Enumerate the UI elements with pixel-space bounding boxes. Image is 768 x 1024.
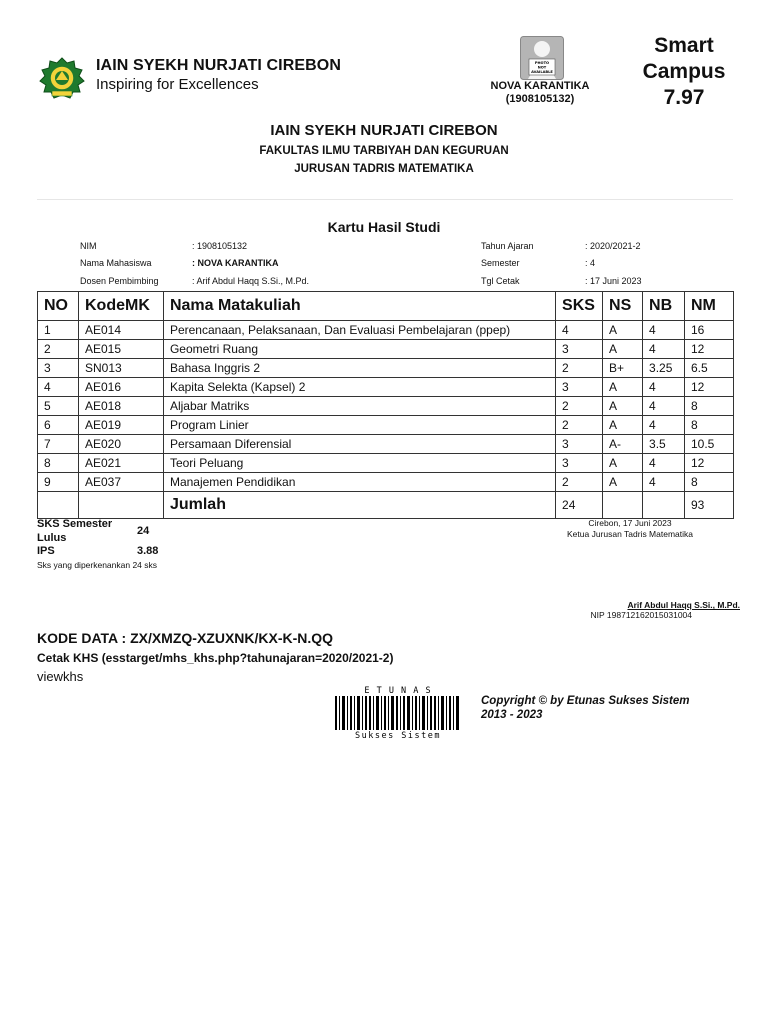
table-row [38,416,734,435]
ips-value: 3.88 [137,545,159,557]
document-faculty: FAKULTAS ILMU TARBIYAH DAN KEGURUAN [259,145,509,157]
cell-kodemk: AE020 [78,435,163,454]
table-row [38,397,734,416]
total-empty-no [38,492,79,519]
viewkhs-text: viewkhs [37,669,84,684]
cell-sks: 3 [556,378,603,397]
header-nb: NB [643,292,685,321]
cell-no: 2 [38,340,79,359]
barcode-bottom-text: Sukses Sistem [354,731,442,740]
cell-course: Kapita Selekta (Kapsel) 2 [163,378,555,397]
cell-ns: A [603,416,643,435]
semester-label: Semester [481,258,520,268]
document-department: JURUSAN TADRIS MATEMATIKA [294,163,474,175]
barcode-bars-icon [335,696,459,730]
cell-nm: 8 [684,416,733,435]
cell-nm: 16 [684,321,733,340]
cell-sks: 2 [556,416,603,435]
cell-kodemk: SN013 [78,359,163,378]
header-ns: NS [603,292,643,321]
student-name-value: : NOVA KARANTIKA [192,258,279,268]
table-row [38,473,734,492]
cell-no: 8 [38,454,79,473]
cell-kodemk: AE019 [78,416,163,435]
copyright [481,694,690,722]
signatory-nip: NIP 198712162015031004 [590,610,692,620]
cell-nm: 8 [684,473,733,492]
cell-nm: 12 [684,340,733,359]
cell-nm: 8 [684,397,733,416]
cell-no: 6 [38,416,79,435]
cell-no: 1 [38,321,79,340]
cell-nm: 12 [684,378,733,397]
table-row [38,435,734,454]
sks-value: 24 [137,525,150,537]
nim-label: NIM [80,241,97,251]
total-empty-ns [603,492,643,519]
cell-sks: 3 [556,340,603,359]
cell-course: Persamaan Diferensial [163,435,555,454]
print-khs-link[interactable]: Cetak KHS (esstarget/mhs_khs.php?tahunajaran=2020/2021-2) [37,651,394,665]
cell-nb: 4 [643,454,685,473]
table-row [38,454,734,473]
total-empty-nb [643,492,685,519]
cell-kodemk: AE016 [78,378,163,397]
cell-sks: 2 [556,473,603,492]
total-nm: 93 [684,492,733,519]
header-divider [37,199,733,200]
sks-lulus-label: Lulus [37,532,67,544]
institution-logo-icon [40,58,84,98]
document-institution: IAIN SYEKH NURJATI CIREBON [270,122,498,139]
photo-text-3: AVAILABLE [531,70,553,74]
student-name: NOVA KARANTIKA [490,80,590,92]
cell-ns: A- [603,435,643,454]
academic-year-value: : 2020/2021-2 [585,241,641,251]
brand-label [620,33,748,111]
cell-sks: 2 [556,397,603,416]
cell-nb: 3.25 [643,359,685,378]
cell-ns: A [603,454,643,473]
table-row [38,378,734,397]
cell-course: Program Linier [163,416,555,435]
semester-value: : 4 [585,258,596,268]
document-title: Kartu Hasil Studi [327,219,441,235]
cell-kodemk: AE018 [78,397,163,416]
institution-tagline: Inspiring for Excellences [96,76,259,93]
cell-ns: A [603,397,643,416]
cell-nm: 6.5 [684,359,733,378]
cell-course: Bahasa Inggris 2 [163,359,555,378]
cell-no: 7 [38,435,79,454]
cell-kodemk: AE014 [78,321,163,340]
signatory-name: Arif Abdul Haqq S.Si., M.Pd. [627,600,740,610]
sks-allowed-note: Sks yang diperkenankan 24 sks [37,560,158,570]
header-nama-matakuliah: Nama Matakuliah [163,292,555,321]
signature-role: Ketua Jurusan Tadris Matematika [567,529,693,539]
cell-sks: 4 [556,321,603,340]
cell-nb: 4 [643,416,685,435]
student-nim: (1908105132) [505,93,575,105]
total-sks: 24 [556,492,603,519]
cell-no: 4 [38,378,79,397]
cell-sks: 2 [556,359,603,378]
cell-course: Geometri Ruang [163,340,555,359]
ips-label: IPS [37,545,55,557]
cell-ns: A [603,321,643,340]
data-code: KODE DATA : ZX/XMZQ-XZUXNK/KX-K-N.QQ [37,630,334,646]
print-date-label: Tgl Cetak [481,276,520,286]
cell-no: 5 [38,397,79,416]
photo-text-1: PHOTO [534,61,550,65]
table-row [38,321,734,340]
barcode-top-text: E T U N A S [364,686,432,696]
institution-name: IAIN SYEKH NURJATI CIREBON [96,57,341,74]
total-empty-code [78,492,163,519]
advisor-label: Dosen Pembimbing [80,276,159,286]
student-name-label: Nama Mahasiswa [80,258,152,268]
table-row [38,359,734,378]
cell-nm: 10.5 [684,435,733,454]
cell-no: 3 [38,359,79,378]
copyright-line-1: Copyright © by Etunas Sukses Sistem [481,695,690,707]
grades-table [37,291,734,519]
cell-sks: 3 [556,454,603,473]
total-label: Jumlah [163,492,555,519]
cell-course: Manajemen Pendidikan [163,473,555,492]
sks-semester-label: SKS Semester [37,518,113,530]
cell-nb: 4 [643,473,685,492]
print-date-value: : 17 Juni 2023 [585,276,642,286]
header-kodemk: KodeMK [78,292,163,321]
table-header-row [38,292,734,321]
cell-ns: A [603,473,643,492]
header-nm: NM [684,292,733,321]
cell-kodemk: AE015 [78,340,163,359]
table-row [38,340,734,359]
cell-nb: 4 [643,321,685,340]
cell-nb: 3.5 [643,435,685,454]
cell-course: Teori Peluang [163,454,555,473]
institution-logo [37,56,87,100]
cell-kodemk: AE021 [78,454,163,473]
copyright-line-2: 2013 - 2023 [481,709,543,721]
header-sks: SKS [556,292,603,321]
cell-course: Aljabar Matriks [163,397,555,416]
cell-ns: A [603,378,643,397]
brand-line-1: Smart [654,34,714,57]
cell-ns: A [603,340,643,359]
student-photo-placeholder [520,36,564,80]
cell-nb: 4 [643,397,685,416]
photo-text-2: NOT [537,65,547,70]
cell-course: Perencanaan, Pelaksanaan, Dan Evaluasi Pembelajaran (ppep) [163,321,555,340]
cell-kodemk: AE037 [78,473,163,492]
brand-line-3: 7.97 [663,86,705,109]
student-header-name [470,80,610,106]
cell-nb: 4 [643,340,685,359]
brand-line-2: Campus [642,60,726,83]
header-no: NO [38,292,79,321]
advisor-value: : Arif Abdul Haqq S.Si., M.Pd. [192,276,310,286]
cell-sks: 3 [556,435,603,454]
cell-nb: 4 [643,378,685,397]
academic-year-label: Tahun Ajaran [481,241,534,251]
table-total-row [38,492,734,519]
nim-value: : 1908105132 [192,241,248,251]
etunas-barcode [333,685,463,740]
cell-nm: 12 [684,454,733,473]
signature-place-date: Cirebon, 17 Juni 2023 [588,518,672,528]
cell-no: 9 [38,473,79,492]
cell-ns: B+ [603,359,643,378]
